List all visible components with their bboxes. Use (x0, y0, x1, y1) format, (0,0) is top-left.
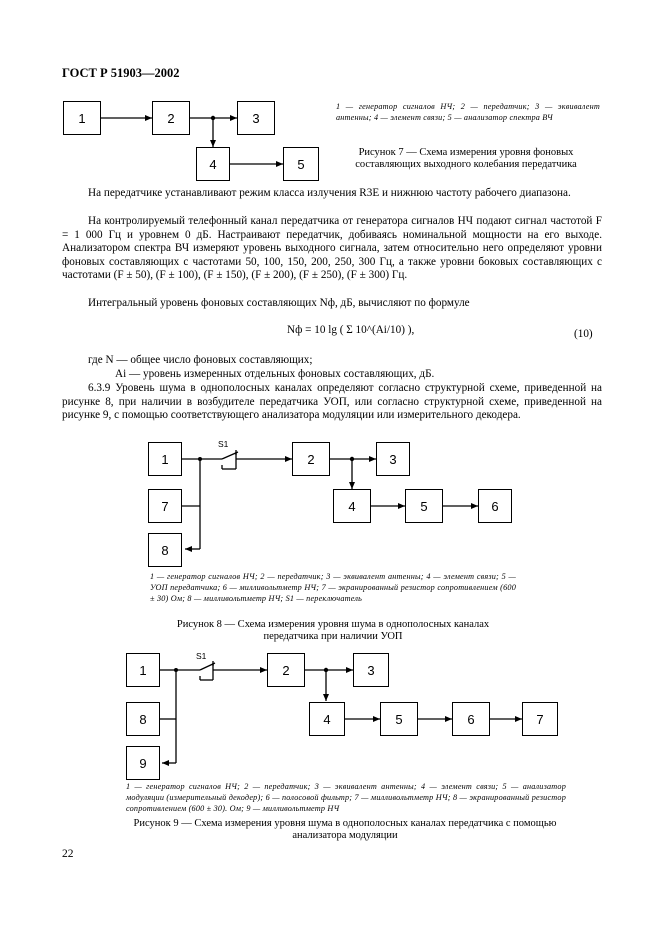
fig8-block-2: 2 (292, 442, 330, 476)
fig8-switch-label: S1 (218, 439, 229, 449)
fig9-block-4: 4 (309, 702, 345, 736)
fig9-block-3: 3 (353, 653, 389, 687)
fig7-block-1: 1 (63, 101, 101, 135)
page-number: 22 (62, 848, 74, 860)
formula-10: Nф = 10 lg ( Σ 10^(Ai/10) ), (287, 324, 415, 336)
fig9-block-1: 1 (126, 653, 160, 687)
fig9-switch-label: S1 (196, 651, 207, 661)
formula-number: (10) (574, 328, 593, 340)
paragraph-6-3-9: 6.3.9 Уровень шума в однополосных каналах определяют согласно структурной схеме, приведенной на рисунке 8, при наличии в возбудителе передатчика УОП, или согласно структурной схеме, приведенной на рисунке 9, с помощью соответствующего анализатора модуляции или измерительного декодера. (62, 382, 602, 422)
fig8-block-8: 8 (148, 533, 182, 567)
fig9-block-8: 8 (126, 702, 160, 736)
where-ai: Ai — уровень измеренных отдельных фоновых составляющих, дБ. (115, 368, 435, 380)
fig8-block-1: 1 (148, 442, 182, 476)
where-n: где N — общее число фоновых составляющих; (88, 354, 313, 366)
fig9-caption: Рисунок 9 — Схема измерения уровня шума в однополосных каналах передатчика с помощью анализатора модуляции (133, 818, 557, 841)
fig9-block-5: 5 (380, 702, 418, 736)
fig7-block-4: 4 (196, 147, 230, 181)
fig8-block-5: 5 (405, 489, 443, 523)
fig9-block-6: 6 (452, 702, 490, 736)
fig8-block-7: 7 (148, 489, 182, 523)
document-header: ГОСТ Р 51903—2002 (62, 66, 180, 80)
fig8-block-3: 3 (376, 442, 410, 476)
fig7-block-2: 2 (152, 101, 190, 135)
fig9-block-2: 2 (267, 653, 305, 687)
paragraph-procedure: На контролируемый телефонный канал передатчика от генератора сигналов НЧ подают сигнал частотой F = 1 000 Гц и уровнем 0 дБ. Настраивают передатчик, добиваясь номинальной мощности на его выходе. Анализатором спектра ВЧ измеряют уровень выходного сигнала, затем относительно него определяют уровни фоновых составляющих с частотами 50, 100, 150, 200, 250, 300 Гц, а также уровни боковых составляющих с частотами (F ± 50), (F ± 100), (F ± 150), (F ± 200), (F ± 250), (F ± 300) Гц. (62, 215, 602, 282)
fig8-block-4: 4 (333, 489, 371, 523)
paragraph-class-mode: На передатчике устанавливают режим класса излучения R3E и нижнюю частоту рабочего диапазона. (88, 187, 571, 199)
fig7-legend: 1 — генератор сигналов НЧ; 2 — передатчик; 3 — эквивалент антенны; 4 — элемент связи; 5 — анализатор спектра ВЧ (336, 102, 600, 122)
fig9-block-9: 9 (126, 746, 160, 780)
fig9-block-7: 7 (522, 702, 558, 736)
paragraph-formula-intro: Интегральный уровень фоновых составляющих Nф, дБ, вычисляют по формуле (88, 297, 470, 309)
fig7-block-5: 5 (283, 147, 319, 181)
fig8-caption: Рисунок 8 — Схема измерения уровня шума в однополосных каналах передатчика при наличии УОП (176, 619, 490, 642)
fig8-block-6: 6 (478, 489, 512, 523)
fig7-block-3: 3 (237, 101, 275, 135)
fig9-legend: 1 — генератор сигналов НЧ; 2 — передатчик; 3 — эквивалент антенны; 4 — элемент связи; 5 — анализатор модуляции (измерительный декодер); 6 — полосовой фильтр; 7 — милливольтметр НЧ; 8 — экранированный резистор сопротивлением (600 ± 30). Ом; 9 — милливольтметр НЧ (126, 782, 566, 813)
fig8-legend: 1 — генератор сигналов НЧ; 2 — передатчик; 3 — эквивалент антенны; 4 — элемент связи; 5 — УОП передатчика; 6 — милливольтметр НЧ; 7 — экранированный резистор сопротивлением (600 ± 30) Ом; 8 — милливольтметр НЧ; S1 — переключатель (150, 572, 516, 603)
fig7-caption: Рисунок 7 — Схема измерения уровня фоновых составляющих выходного колебания передатчика (355, 147, 577, 170)
